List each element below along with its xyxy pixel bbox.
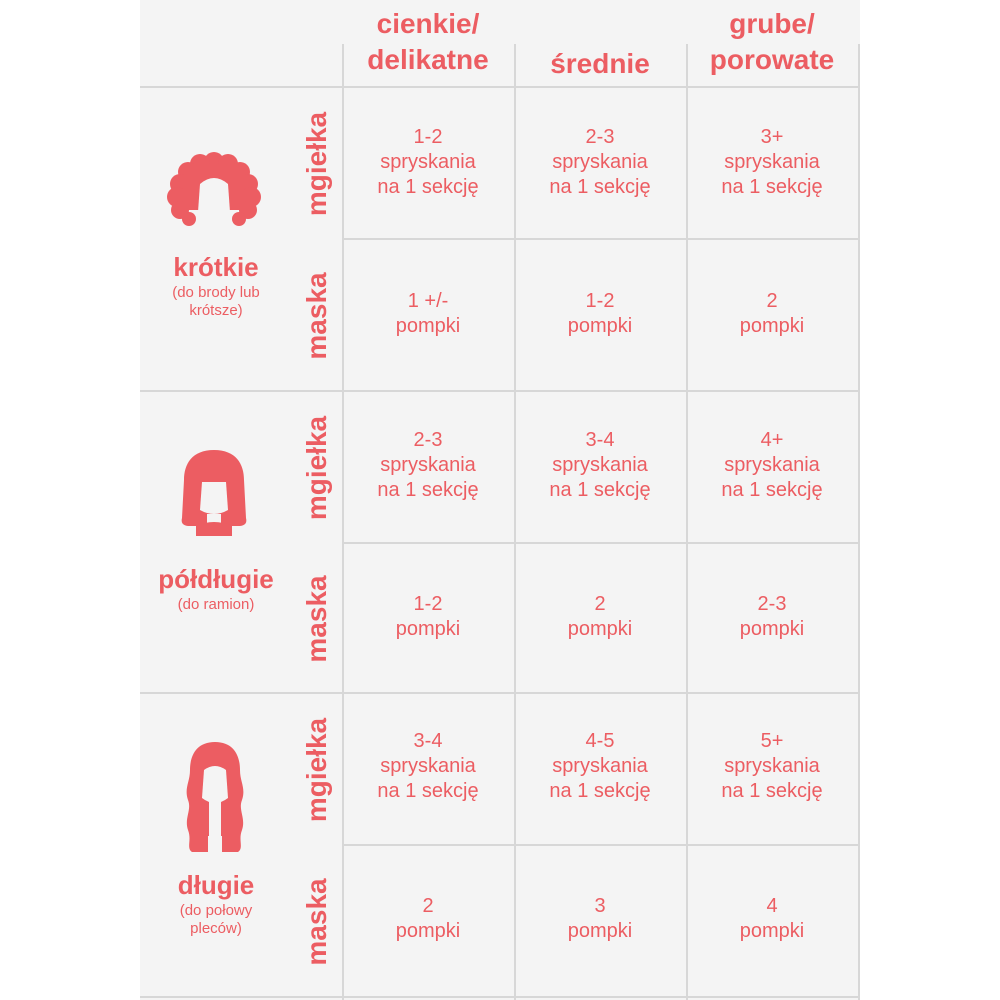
cell-text: 2 bbox=[422, 895, 434, 917]
cell-text: 3-4 bbox=[413, 730, 443, 752]
cell-text: pompki bbox=[739, 618, 805, 640]
column-header-medium bbox=[514, 6, 686, 86]
column-header-coarse bbox=[686, 6, 858, 86]
table-cell bbox=[686, 289, 858, 339]
column-header-fine bbox=[342, 6, 514, 86]
cell-text: na 1 sekcję bbox=[377, 780, 479, 802]
grid-line bbox=[140, 692, 860, 694]
group-title: półdługie bbox=[158, 564, 274, 594]
row-label-mask bbox=[292, 846, 342, 998]
table-cell bbox=[514, 289, 686, 339]
cell-text: pompki bbox=[739, 920, 805, 942]
group-subtitle: krótsze) bbox=[189, 302, 243, 319]
long-wavy-hair-icon bbox=[178, 740, 252, 856]
group-subtitle: pleców) bbox=[190, 920, 242, 937]
grid-line bbox=[342, 238, 860, 240]
grid-line bbox=[858, 44, 860, 1000]
cell-text: 4-5 bbox=[585, 730, 615, 752]
cell-text: 2 bbox=[766, 290, 778, 312]
grid-line bbox=[342, 844, 860, 846]
group-title: długie bbox=[177, 870, 255, 900]
cell-text: spryskania bbox=[380, 454, 476, 476]
row-label-mist bbox=[292, 694, 342, 846]
grid-line bbox=[140, 390, 860, 392]
grid-line bbox=[140, 86, 860, 88]
table-cell bbox=[514, 894, 686, 944]
table-cell bbox=[686, 592, 858, 642]
cell-text: na 1 sekcję bbox=[721, 479, 823, 501]
group-label-long bbox=[140, 870, 292, 938]
cell-text: spryskania bbox=[380, 755, 476, 777]
column-header-line: cienkie/ bbox=[376, 8, 480, 39]
cell-text: spryskania bbox=[724, 151, 820, 173]
cell-text: na 1 sekcję bbox=[377, 176, 479, 198]
cell-text: pompki bbox=[567, 920, 633, 942]
table-cell bbox=[686, 428, 858, 503]
cell-text: 1-2 bbox=[413, 126, 443, 148]
cell-text: 2-3 bbox=[413, 429, 443, 451]
row-label-text: mgiełka bbox=[301, 111, 332, 217]
group-label-short bbox=[140, 252, 292, 320]
table-cell bbox=[342, 729, 514, 804]
cell-text: 3 bbox=[594, 895, 606, 917]
cell-text: pompki bbox=[567, 315, 633, 337]
grid-line bbox=[140, 996, 860, 998]
row-label-text: mgiełka bbox=[301, 415, 332, 521]
cell-text: 4+ bbox=[760, 429, 784, 451]
table-cell bbox=[686, 125, 858, 200]
row-label-mask bbox=[292, 240, 342, 392]
grid-line bbox=[342, 542, 860, 544]
table-cell bbox=[342, 592, 514, 642]
cell-text: na 1 sekcję bbox=[721, 176, 823, 198]
cell-text: na 1 sekcję bbox=[549, 479, 651, 501]
column-header-line: średnie bbox=[550, 48, 650, 79]
cell-text: pompki bbox=[395, 315, 461, 337]
table-cell bbox=[342, 894, 514, 944]
cell-text: spryskania bbox=[552, 151, 648, 173]
group-subtitle: (do ramion) bbox=[177, 596, 255, 613]
cell-text: spryskania bbox=[552, 454, 648, 476]
column-header-line bbox=[514, 6, 686, 42]
table-cell bbox=[514, 592, 686, 642]
cell-text: spryskania bbox=[380, 151, 476, 173]
cell-text: 2-3 bbox=[585, 126, 615, 148]
cell-text: 1-2 bbox=[585, 290, 615, 312]
cell-text: pompki bbox=[739, 315, 805, 337]
cell-text: 1-2 bbox=[413, 593, 443, 615]
row-label-text: maska bbox=[301, 878, 332, 966]
cell-text: na 1 sekcję bbox=[721, 780, 823, 802]
short-curly-hair-icon bbox=[164, 150, 264, 230]
cell-text: 4 bbox=[766, 895, 778, 917]
cell-text: pompki bbox=[395, 618, 461, 640]
cell-text: spryskania bbox=[724, 454, 820, 476]
cell-text: na 1 sekcję bbox=[549, 780, 651, 802]
cell-text: spryskania bbox=[552, 755, 648, 777]
table-cell bbox=[514, 428, 686, 503]
cell-text: spryskania bbox=[724, 755, 820, 777]
cell-text: 3+ bbox=[760, 126, 784, 148]
cell-text: 3-4 bbox=[585, 429, 615, 451]
group-label-medium bbox=[140, 564, 292, 614]
row-label-mask bbox=[292, 543, 342, 695]
row-label-text: mgiełka bbox=[301, 717, 332, 823]
cell-text: na 1 sekcję bbox=[549, 176, 651, 198]
cell-text: 1 +/- bbox=[407, 290, 449, 312]
column-header-line: grube/ bbox=[729, 8, 815, 39]
row-label-mist bbox=[292, 392, 342, 544]
column-header-line: delikatne bbox=[367, 44, 489, 75]
cell-text: 5+ bbox=[760, 730, 784, 752]
table-cell bbox=[342, 428, 514, 503]
medium-hair-icon bbox=[176, 448, 252, 536]
cell-text: 2 bbox=[594, 593, 606, 615]
row-label-mist bbox=[292, 88, 342, 240]
cell-text: pompki bbox=[395, 920, 461, 942]
group-subtitle: (do połowy bbox=[179, 902, 253, 919]
table-cell bbox=[686, 729, 858, 804]
table-cell bbox=[342, 125, 514, 200]
row-label-text: maska bbox=[301, 272, 332, 360]
cell-text: 2-3 bbox=[757, 593, 787, 615]
table-cell bbox=[686, 894, 858, 944]
cell-text: na 1 sekcję bbox=[377, 479, 479, 501]
group-subtitle: (do brody lub bbox=[172, 284, 260, 301]
cell-text: pompki bbox=[567, 618, 633, 640]
column-header-line: porowate bbox=[709, 44, 835, 75]
table-cell bbox=[514, 125, 686, 200]
group-title: krótkie bbox=[173, 252, 259, 282]
table-cell bbox=[342, 289, 514, 339]
table-cell bbox=[514, 729, 686, 804]
row-label-text: maska bbox=[301, 575, 332, 663]
